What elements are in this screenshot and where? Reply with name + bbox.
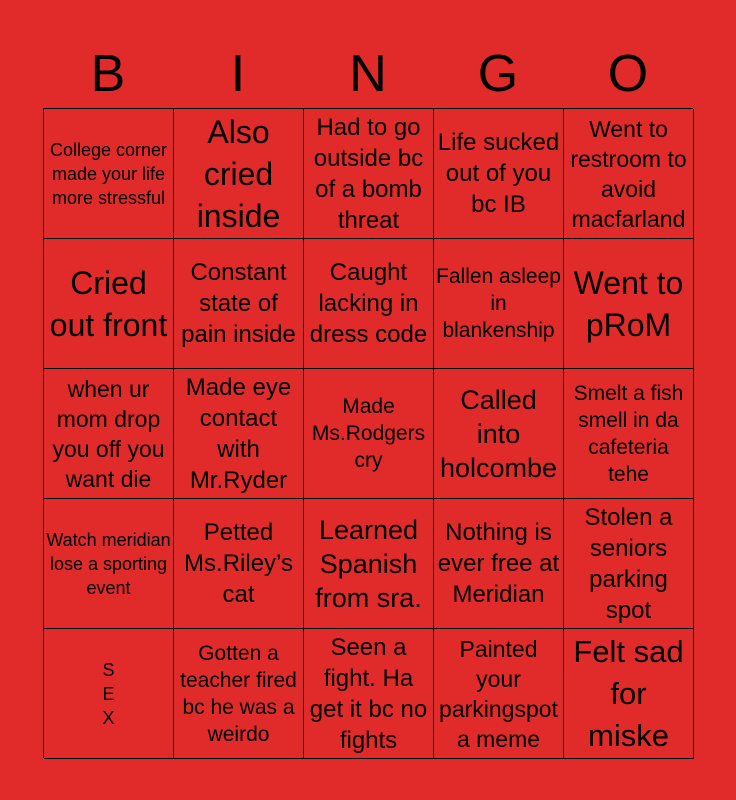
header-letter-g: G bbox=[477, 45, 519, 103]
bingo-cell-n5[interactable] bbox=[304, 629, 434, 759]
bingo-cell-g2[interactable] bbox=[434, 239, 564, 369]
bingo-cell-o3[interactable] bbox=[564, 369, 694, 499]
cell-text: SEX bbox=[102, 659, 115, 728]
bingo-cell-i5[interactable] bbox=[174, 629, 304, 759]
bingo-cell-g4[interactable] bbox=[434, 499, 564, 629]
cell-text: Made eye contact with Mr.Ryder bbox=[185, 373, 292, 494]
cell-text: Called into holcombe bbox=[439, 384, 558, 483]
cell-text: Smelt a fish smell in da cafeteria tehe bbox=[573, 381, 684, 486]
cell-text: Felt sad for miske bbox=[573, 633, 684, 753]
cell-text: Had to go outside bc of a bomb threat bbox=[313, 113, 424, 234]
bingo-cell-n3[interactable] bbox=[304, 369, 434, 499]
bingo-cell-g5[interactable] bbox=[434, 629, 564, 759]
bingo-cell-i3[interactable] bbox=[174, 369, 304, 499]
cell-text: when ur mom drop you off you want die bbox=[52, 375, 165, 492]
header-letter-o: O bbox=[607, 45, 649, 103]
header-letter-b: B bbox=[90, 45, 126, 103]
bingo-board bbox=[43, 108, 693, 758]
cell-text: Learned Spanish from sra. bbox=[315, 514, 422, 613]
bingo-cell-o1[interactable] bbox=[564, 109, 694, 239]
cell-text: Went to restroom to avoid macfarland bbox=[570, 115, 687, 232]
bingo-cell-b2[interactable] bbox=[44, 239, 174, 369]
bingo-cell-i2[interactable] bbox=[174, 239, 304, 369]
bingo-cell-o5[interactable] bbox=[564, 629, 694, 759]
cell-text: Petted Ms.Riley’s cat bbox=[184, 519, 293, 608]
cell-text: Nothing is ever free at Meridian bbox=[437, 519, 560, 608]
cell-text: Also cried inside bbox=[196, 113, 281, 234]
cell-text: Went to pRoM bbox=[573, 264, 684, 343]
bingo-cell-i4[interactable] bbox=[174, 499, 304, 629]
bingo-header bbox=[43, 40, 693, 108]
bingo-cell-o2[interactable] bbox=[564, 239, 694, 369]
cell-text: Cried out front bbox=[49, 264, 168, 343]
bingo-cell-b1[interactable] bbox=[44, 109, 174, 239]
cell-text: Gotten a teacher fired bc he was a weirdo bbox=[180, 641, 297, 746]
bingo-cell-n4[interactable] bbox=[304, 499, 434, 629]
cell-text: Fallen asleep in blankenship bbox=[436, 265, 561, 342]
cell-text: Caught lacking in dress code bbox=[309, 259, 428, 348]
bingo-cell-o4[interactable] bbox=[564, 499, 694, 629]
header-letter-i: I bbox=[230, 45, 246, 103]
cell-text: Painted your parkingspot a meme bbox=[439, 635, 558, 752]
cell-text: Stolen a seniors parking spot bbox=[584, 503, 673, 624]
cell-text: Seen a fight. Ha get it bc no fights bbox=[309, 633, 428, 754]
bingo-cell-b5[interactable] bbox=[44, 629, 174, 759]
bingo-cell-i1[interactable] bbox=[174, 109, 304, 239]
bingo-cell-g1[interactable] bbox=[434, 109, 564, 239]
cell-text: College corner made your life more stressful bbox=[49, 139, 168, 208]
cell-text: Watch meridian lose a sporting event bbox=[46, 529, 171, 598]
bingo-cell-g3[interactable] bbox=[434, 369, 564, 499]
bingo-cell-n2[interactable] bbox=[304, 239, 434, 369]
bingo-cell-b4[interactable] bbox=[44, 499, 174, 629]
bingo-cell-n1[interactable] bbox=[304, 109, 434, 239]
bingo-cell-b3[interactable] bbox=[44, 369, 174, 499]
cell-text: Life sucked out of you bc IB bbox=[437, 129, 560, 218]
cell-text: Constant state of pain inside bbox=[181, 259, 296, 348]
cell-text: Made Ms.Rodgers cry bbox=[311, 395, 426, 472]
header-letter-n: N bbox=[349, 45, 387, 103]
